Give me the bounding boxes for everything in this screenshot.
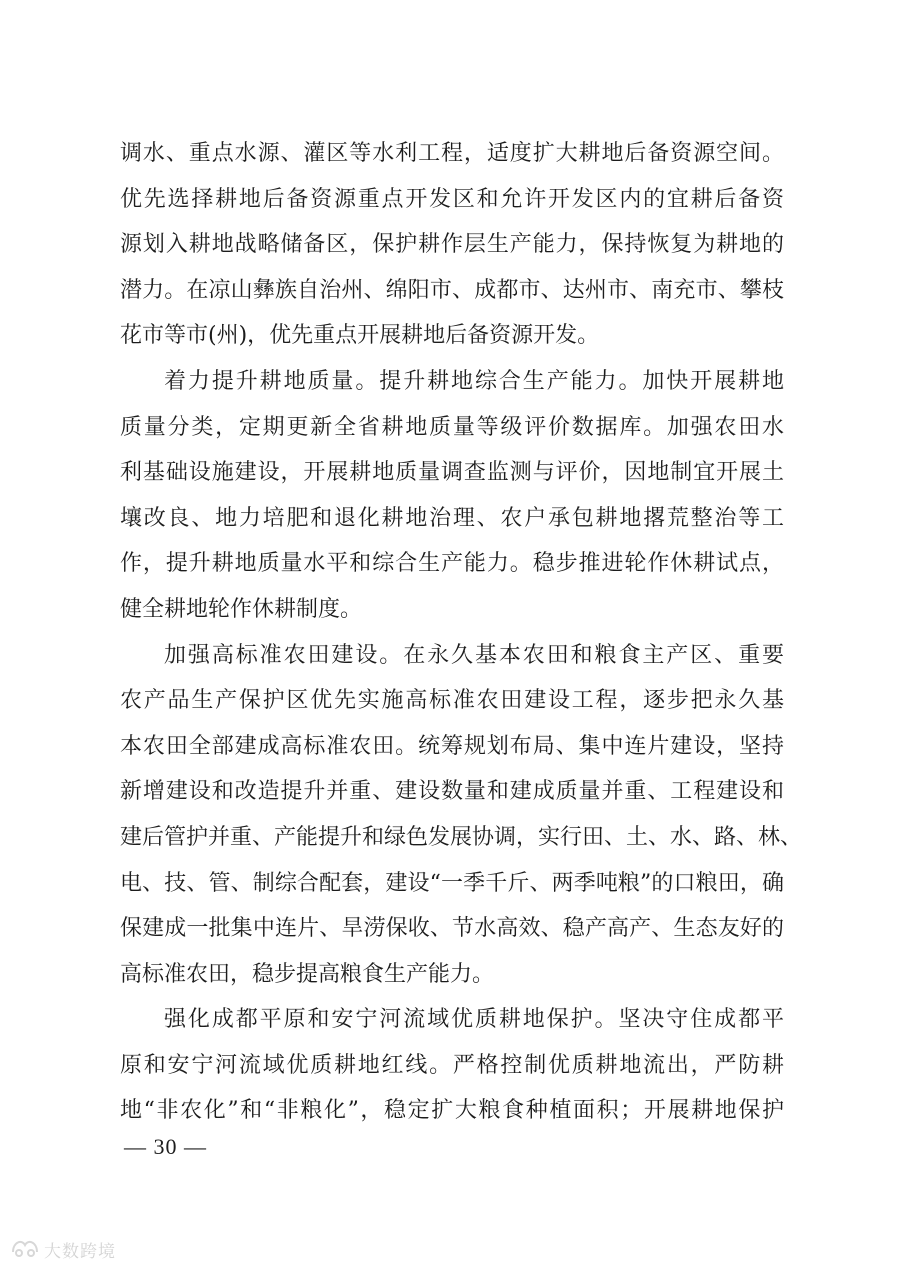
brand-logo-icon (10, 1236, 40, 1263)
paragraph-heading-line: 着力提升耕地质量。提升耕地综合生产能力。加快开展耕地 (164, 368, 784, 394)
text-line: 建后管护并重、产能提升和绿色发展协调，实行田、土、水、路、林、 (120, 824, 803, 850)
text-line: 壤改良、地力培肥和退化耕地治理、农户承包耕地撂荒整治等工 (120, 505, 784, 531)
text-line: 农产品生产保护区优先实施高标准农田建设工程，逐步把永久基 (120, 688, 784, 714)
text-line: 本农田全部建成高标准农田。统筹规划布局、集中连片建设，坚持 (120, 733, 784, 759)
text-line: 地“非农化”和“非粮化”，稳定扩大粮食种植面积；开展耕地保护 (120, 1098, 784, 1124)
paragraph-heading-line: 强化成都平原和安宁河流域优质耕地保护。坚决守住成都平 (164, 1007, 784, 1033)
text-line: 新增建设和改造提升并重、建设数量和建成质量并重、工程建设和 (120, 779, 784, 805)
watermark-text: 大数跨境 (44, 1242, 116, 1262)
body-text (120, 131, 803, 1134)
text-line: 作，提升耕地质量水平和综合生产能力。稳步推进轮作休耕试点， (120, 551, 784, 577)
paragraph-heading-line: 加强高标准农田建设。在永久基本农田和粮食主产区、重要 (164, 642, 784, 668)
text-line: 潜力。在凉山彝族自治州、绵阳市、成都市、达州市、南充市、攀枝 (120, 277, 784, 303)
text-line: 原和安宁河流域优质耕地红线。严格控制优质耕地流出，严防耕 (120, 1052, 784, 1078)
text-line: 高标准农田，稳步提高粮食生产能力。 (120, 961, 495, 987)
text-line: 源划入耕地战略储备区，保护耕作层生产能力，保持恢复为耕地的 (120, 232, 784, 258)
text-line: 花市等市(州)，优先重点开展耕地后备资源开发。 (120, 323, 600, 349)
watermark (10, 1236, 116, 1263)
text-line: 优先选择耕地后备资源重点开发区和允许开发区内的宜耕后备资 (120, 186, 784, 212)
text-line: 利基础设施建设，开展耕地质量调查监测与评价，因地制宜开展土 (120, 460, 784, 486)
text-line: 调水、重点水源、灌区等水利工程，适度扩大耕地后备资源空间。 (120, 141, 784, 166)
text-line: 保建成一批集中连片、旱涝保收、节水高效、稳产高产、生态友好的 (120, 916, 784, 942)
text-line: 健全耕地轮作休耕制度。 (120, 596, 363, 622)
text-line: 电、技、管、制综合配套，建设“一季千斤、两季吨粮”的口粮田，确 (120, 870, 784, 896)
text-line: 质量分类，定期更新全省耕地质量等级评价数据库。加强农田水 (120, 414, 784, 440)
page-number: — 30 — (124, 1134, 207, 1159)
